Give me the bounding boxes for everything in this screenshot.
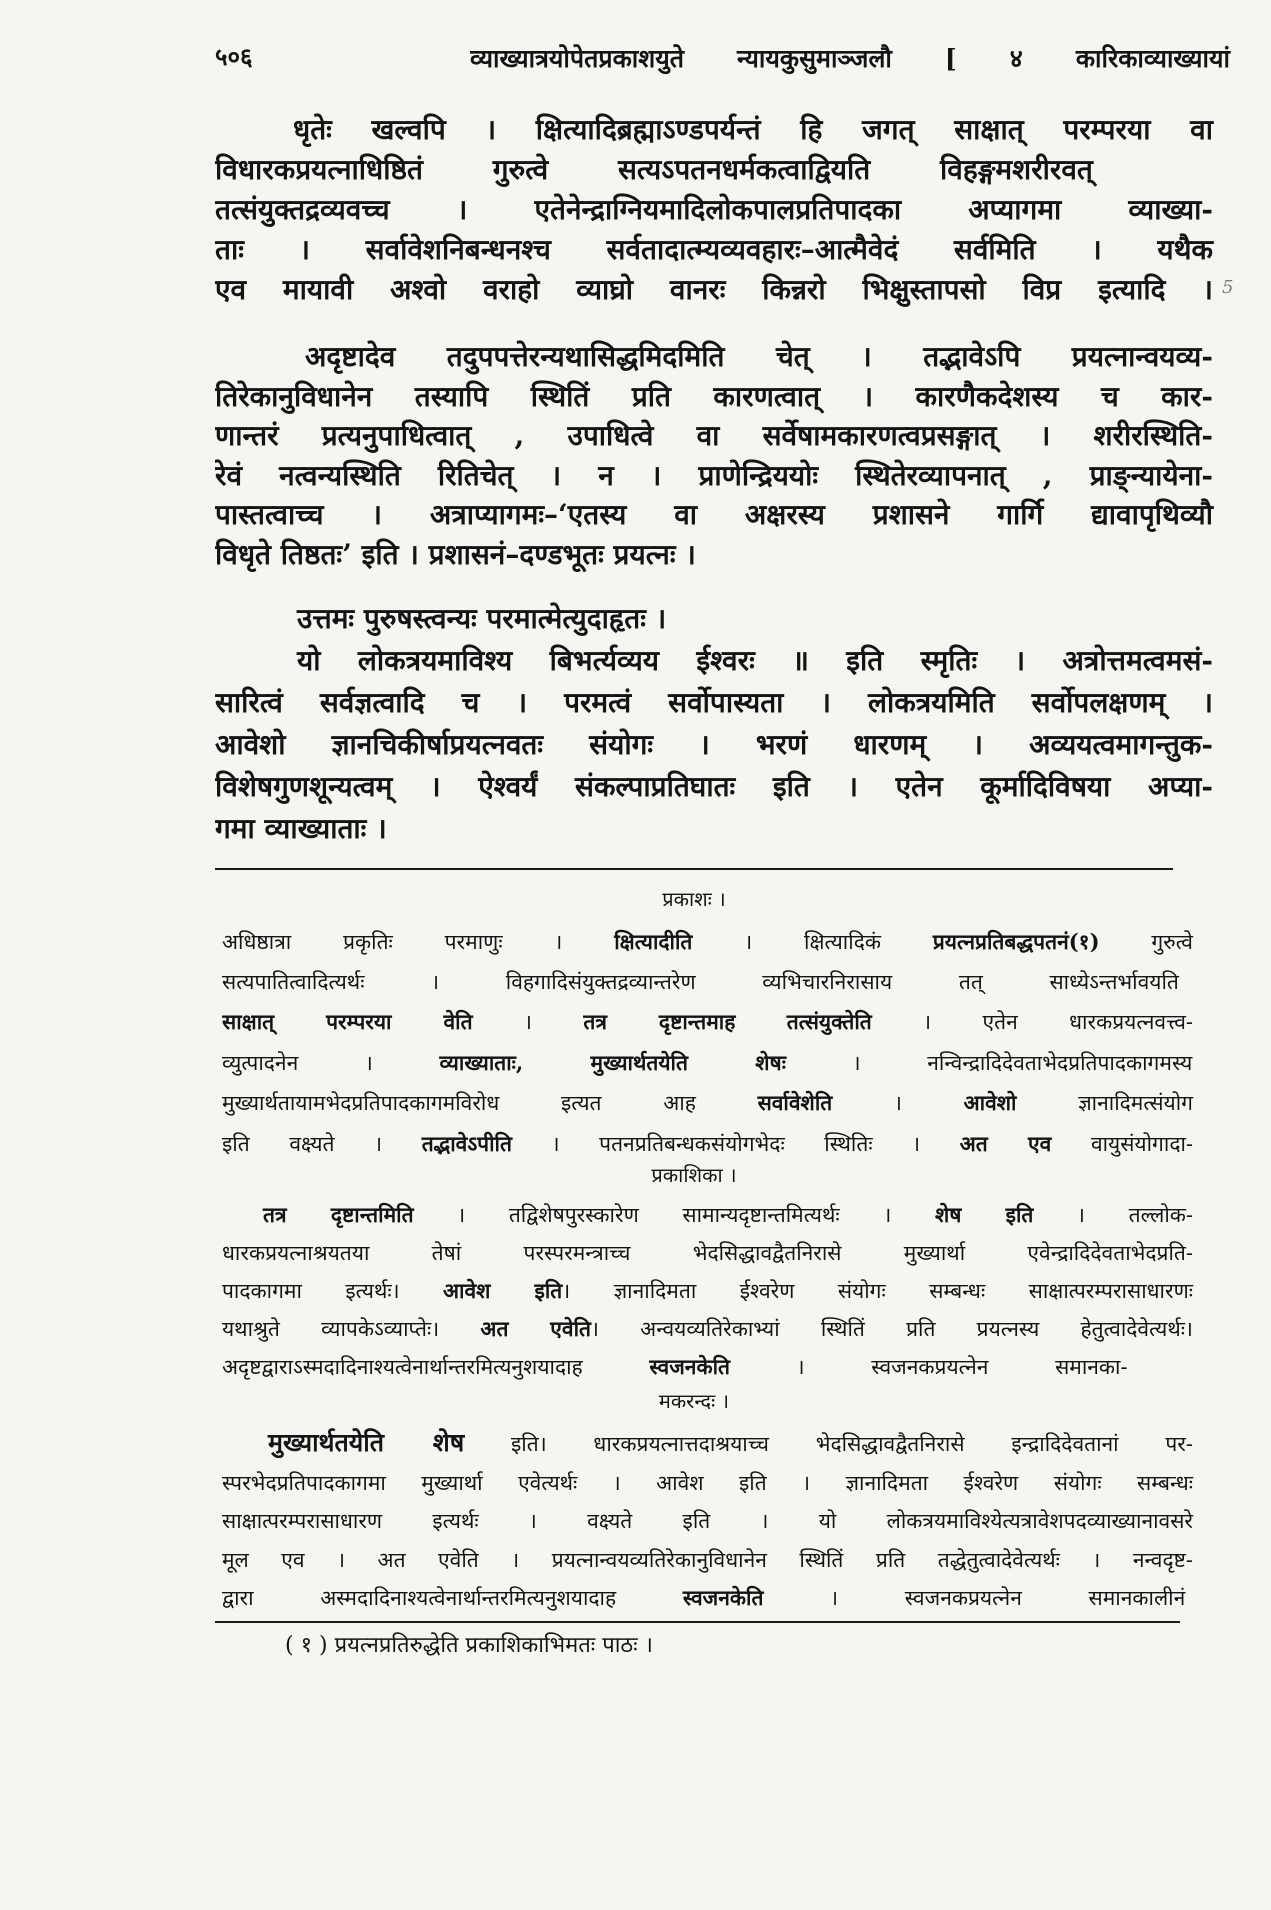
line-text — [215, 456, 1213, 496]
text-segment: वायुसंयोगादा- — [1051, 1131, 1193, 1156]
text-segment: । पतनप्रतिबन्धकसंयोगभेदः स्थितिः । — [511, 1131, 960, 1156]
line-text — [215, 808, 387, 850]
text-segment: अदृष्टद्वाराऽस्मदादिनाश्यत्वेनार्थान्तरमित्यनुशयादाह — [222, 1355, 650, 1379]
text-segment: आवेशो ज्ञानचिकीर्षाप्रयत्नवतः संयोगः । भरणं धारणम् । अव्ययत्वमागन्तुक- — [215, 728, 1213, 761]
text-line — [222, 1196, 1195, 1234]
text-segment: विधारकप्रयत्नाधिष्ठितं गुरुत्वे सत्यऽपतनधर्मकत्वाद्वियति विहङ्गमशरीरवत् — [215, 153, 1093, 186]
text-segment: व्युत्पादनेन । — [222, 1050, 440, 1075]
text-segment: विधृते तिष्ठतः’ इति । प्रशासनं–दण्डभूतः प्रयत्नः । — [215, 537, 696, 571]
main-paragraph-2 — [215, 337, 1215, 574]
text-segment: साक्षात्परम्परासाधारण इत्यर्थः । वक्ष्यते इति । यो लोकत्रयमाविश्येत्यत्रावेशपदव्याख्यानावसरे — [222, 1509, 1193, 1533]
text-segment: । तद्विशेषपुरस्कारेण सामान्यदृष्टान्तमित्यर्थः । — [413, 1203, 935, 1227]
bold-pratika: तत्संयुक्तेति — [786, 1009, 872, 1034]
text-line — [222, 1541, 1195, 1580]
bold-pratika: तद्भावेऽपीति — [421, 1130, 512, 1156]
text-line — [222, 1424, 1195, 1464]
text-segment: ज्ञानादिमत्संयोग — [1016, 1091, 1193, 1115]
line-text — [222, 1502, 1193, 1541]
main-paragraph-3 — [215, 598, 1215, 850]
footnote-text: ( १ ) प्रयत्नप्रतिरुद्धेति प्रकाशिकाभिमतः पाठः । — [285, 1633, 653, 1658]
text-segment: खल्वपि । क्षित्यादिब्रह्माऽण्डपर्यन्तं हि जगत् साक्षात् परम्परया वा — [331, 113, 1213, 146]
line-text — [222, 1234, 1193, 1272]
line-text — [297, 640, 1213, 682]
text-segment: धारकप्रयत्नाश्रयतया तेषां परस्परमन्त्राच्च भेदसिद्धावद्वैतनिरासे मुख्यार्था एवेन्द्रादिदेवताभेदप्रति- — [222, 1241, 1193, 1265]
text-line — [222, 1043, 1195, 1084]
text-line — [222, 1083, 1195, 1124]
text-segment: सत्यपातित्वादित्यर्थः । विहगादिसंयुक्तद्रव्यान्तरेण व्यभिचारनिरासाय तत् साध्येऽन्तर्भावयति — [222, 969, 1179, 994]
text-line — [215, 724, 1215, 766]
text-line — [222, 1272, 1195, 1310]
line-text — [222, 1464, 1193, 1503]
line-text — [215, 416, 1213, 456]
line-text — [222, 1348, 1128, 1386]
text-line — [215, 150, 1215, 190]
text-line — [222, 1579, 1195, 1618]
bold-pratika: साक्षात् परम्परया वेति — [222, 1009, 473, 1034]
text-line — [215, 337, 1215, 377]
text-segment: मुख्यार्थतायामभेदप्रतिपादकागमविरोध इत्यत आह — [222, 1091, 758, 1115]
line-text — [222, 1043, 1192, 1084]
text-segment: अधिष्ठात्रा प्रकृतिः परमाणुः । — [222, 930, 615, 954]
text-line — [215, 456, 1215, 496]
bold-pratika: क्षित्यादीति — [614, 929, 693, 954]
bold-pratika: तत्र दृष्टान्तमिति — [263, 1202, 414, 1227]
bold-pratika: प्रयत्नप्रतिबद्धपतनं(१) — [932, 929, 1100, 954]
bold-pratika: तत्र दृष्टान्तमाह — [583, 1009, 736, 1034]
text-line — [215, 495, 1215, 535]
text-segment: तिरेकानुविधानेन तस्यापि स्थितिं प्रति कारणत्वात् । कारणैकदेशस्य च कार- — [215, 379, 1213, 413]
text-line — [222, 1124, 1195, 1165]
bold-pratika: अत एव — [959, 1130, 1052, 1156]
text-segment: । स्वजनकप्रयत्नेन समानका- — [730, 1355, 1128, 1379]
prakashika-heading: प्रकाशिका । — [651, 1163, 737, 1187]
text-segment: इति। धारकप्रयत्नात्तदाश्रयाच्च भेदसिद्धावद्वैतनिरासे इन्द्रादिदेवतानां पर- — [464, 1432, 1193, 1456]
footnote-divider — [215, 1621, 1180, 1623]
text-segment: ताः । सर्वावेशनिबन्धनश्च सर्वतादात्म्यव्यवहारः–आत्मैवेदं सर्वमिति । यथैक — [215, 233, 1213, 266]
line-text — [215, 495, 1213, 535]
text-line — [222, 1464, 1195, 1503]
text-line — [222, 1310, 1195, 1348]
text-line — [215, 416, 1215, 456]
text-line — [222, 1502, 1195, 1541]
text-line — [215, 598, 1215, 640]
line-text — [215, 150, 1093, 190]
text-segment: यथाश्रुते व्यापकेऽव्याप्तेः। — [222, 1317, 481, 1341]
text-segment: रेवं नत्वन्यस्थिति रितिचेत् । न । प्राणेन्द्रिययोः स्थितेरव्यापनात् , प्राङ्न्यायेना- — [215, 458, 1213, 492]
text-line — [222, 922, 1195, 963]
text-line — [222, 1234, 1195, 1272]
running-title — [470, 42, 1232, 76]
line-text — [293, 110, 1213, 150]
line-text — [215, 766, 1213, 808]
line-text — [305, 337, 1213, 377]
text-line — [215, 640, 1215, 682]
text-segment: । स्वजनकप्रयत्नेन समानकालीनं — [763, 1586, 1186, 1610]
text-segment: तत्संयुक्तद्रव्यवच्च । एतेनेन्द्राग्नियमादिलोकपालप्रतिपादका अप्यागमा व्याख्या- — [215, 193, 1213, 226]
text-segment: । क्षित्यादिकं — [692, 930, 933, 954]
main-paragraph-1 — [215, 110, 1215, 310]
bold-pratika: व्याख्याताः, मुख्यार्थतयेति शेषः — [439, 1049, 786, 1075]
text-line — [222, 1002, 1195, 1043]
text-segment: सारित्वं सर्वज्ञत्वादि च । परमत्वं सर्वोपास्यता । लोकत्रयमिति सर्वोपलक्षणम् । — [215, 686, 1213, 719]
line-text — [222, 1002, 1193, 1043]
bold-pratika: मुख्यार्थतयेति शेष — [268, 1428, 465, 1457]
text-segment: इति वक्ष्यते । — [222, 1131, 422, 1156]
text-line — [215, 230, 1215, 270]
line-text — [215, 270, 1213, 310]
text-segment: उत्तमः पुरुषस्त्वन्यः परमात्मेत्युदाहृतः । — [297, 602, 667, 635]
text-line — [222, 1348, 1195, 1386]
line-text — [215, 682, 1213, 724]
line-text — [263, 1196, 1193, 1234]
line-text — [215, 724, 1213, 766]
footnote — [285, 1630, 1185, 1662]
text-segment: स्परभेदप्रतिपादकागमा मुख्यार्था एवेत्यर्थः । आवेश इति । ज्ञानादिमता ईश्वरेण संयोगः सम्बन्धः — [222, 1470, 1193, 1495]
text-segment: पास्तत्वाच्च । अत्राप्यागमः–‘एतस्य वा अक्षरस्य प्रशासने गार्गि द्यावापृथिव्यौ — [215, 498, 1213, 531]
line-text — [222, 1310, 1193, 1348]
bold-pratika: आवेशो — [963, 1090, 1017, 1115]
text-line — [215, 766, 1215, 808]
prakashika-commentary — [222, 1196, 1195, 1386]
makaranda-heading: मकरन्दः । — [658, 1389, 730, 1413]
bold-pratika: स्वजनकेति — [682, 1585, 764, 1610]
text-segment: । नन्विन्द्रादिदेवताभेदप्रतिपादकागमस्य — [785, 1050, 1193, 1075]
page-number: ५०६ — [215, 42, 253, 71]
line-text — [215, 535, 696, 575]
text-line — [215, 535, 1215, 575]
text-line — [222, 963, 1195, 1003]
bold-pratika: धृतेः — [293, 113, 332, 146]
line-text — [222, 1541, 1193, 1580]
line-text — [215, 377, 1213, 417]
line-text — [297, 598, 666, 640]
text-segment: द्वारा अस्मदादिनाश्यत्वेनार्थान्तरमित्यनुशयादाह — [222, 1586, 683, 1610]
text-segment: अदृष्टादेव तदुपपत्तेरन्यथासिद्धमिदमिति चेत् । तद्भावेऽपि प्रयत्नान्वयव्य- — [305, 340, 1213, 373]
text-segment: विशेषगुणशून्यत्वम् । ऐश्वर्यं संकल्पाप्रतिघातः इति । एतेन कूर्मादिविषया अप्या- — [215, 770, 1213, 803]
text-line — [215, 190, 1215, 230]
line-text — [222, 963, 1179, 1003]
text-segment — [735, 1010, 786, 1034]
line-text — [222, 1083, 1193, 1124]
line-text — [215, 230, 1213, 270]
line-text — [222, 1579, 1185, 1618]
line-text — [222, 1272, 1193, 1310]
line-text — [222, 1124, 1193, 1165]
makaranda-commentary — [222, 1424, 1195, 1618]
running-title-text: व्याख्यात्रयोपेतप्रकाशयुते न्यायकुसुमाञ्जलौ [ ४ कारिकाव्याख्यायां — [470, 44, 1230, 73]
text-segment: मूल एव । अत एवेति । प्रयत्नान्वयव्यतिरेकानुविधानेन स्थितिं प्रति तद्धेतुत्वादेवेत्यर्थः । नन्वदृष्ट- — [222, 1547, 1193, 1572]
text-line — [215, 808, 1215, 850]
text-segment: यो लोकत्रयमाविश्य बिभर्त्यव्यय ईश्वरः ॥ इति स्मृतिः । अत्रोत्तमत्वमसं- — [297, 644, 1213, 677]
line-text — [222, 922, 1193, 963]
text-segment: गुरुत्वे — [1099, 930, 1193, 954]
margin-mark: 5 — [1222, 277, 1234, 298]
text-line — [215, 270, 1215, 310]
text-segment: । — [472, 1010, 584, 1034]
text-segment: गमा व्याख्याताः । — [215, 812, 387, 845]
prakasha-commentary — [222, 922, 1195, 1164]
text-line — [215, 682, 1215, 724]
bold-pratika: स्वजनकेति — [649, 1354, 730, 1379]
text-segment: । तल्लोक- — [1033, 1203, 1193, 1227]
text-segment: णान्तरं प्रत्यनुपाधित्वात् , उपाधित्वे वा सर्वेषामकारणत्वप्रसङ्गात् । शरीरस्थिति- — [215, 419, 1213, 452]
text-segment: । एतेन धारकप्रयत्नवत्त्व- — [871, 1010, 1193, 1034]
bold-pratika: आवेश इति — [443, 1278, 563, 1303]
text-line — [215, 110, 1215, 150]
text-line — [215, 377, 1215, 417]
text-segment: । — [832, 1091, 964, 1115]
line-text — [268, 1424, 1193, 1464]
bold-pratika: अत एवेति — [480, 1316, 591, 1341]
section-divider — [215, 868, 1173, 870]
text-segment: पादकागमा इत्यर्थः। — [222, 1279, 444, 1303]
line-text — [215, 190, 1213, 230]
text-segment: । अन्वयव्यतिरेकाभ्यां स्थितिं प्रति प्रयत्नस्य हेतुत्वादेवेत्यर्थः। — [591, 1317, 1193, 1341]
text-segment: एव मायावी अश्वो वराहो व्याघ्रो वानरः किन्नरो भिक्षुस्तापसो विप्र इत्यादि । — [215, 273, 1213, 306]
bold-pratika: सर्वावेशेति — [757, 1090, 833, 1115]
text-segment: । ज्ञानादिमता ईश्वरेण संयोगः सम्बन्धः साक्षात्परम्परासाधारणः — [562, 1279, 1193, 1303]
prakasha-heading: प्रकाशः । — [662, 887, 726, 911]
bold-pratika: शेष इति — [934, 1202, 1034, 1227]
